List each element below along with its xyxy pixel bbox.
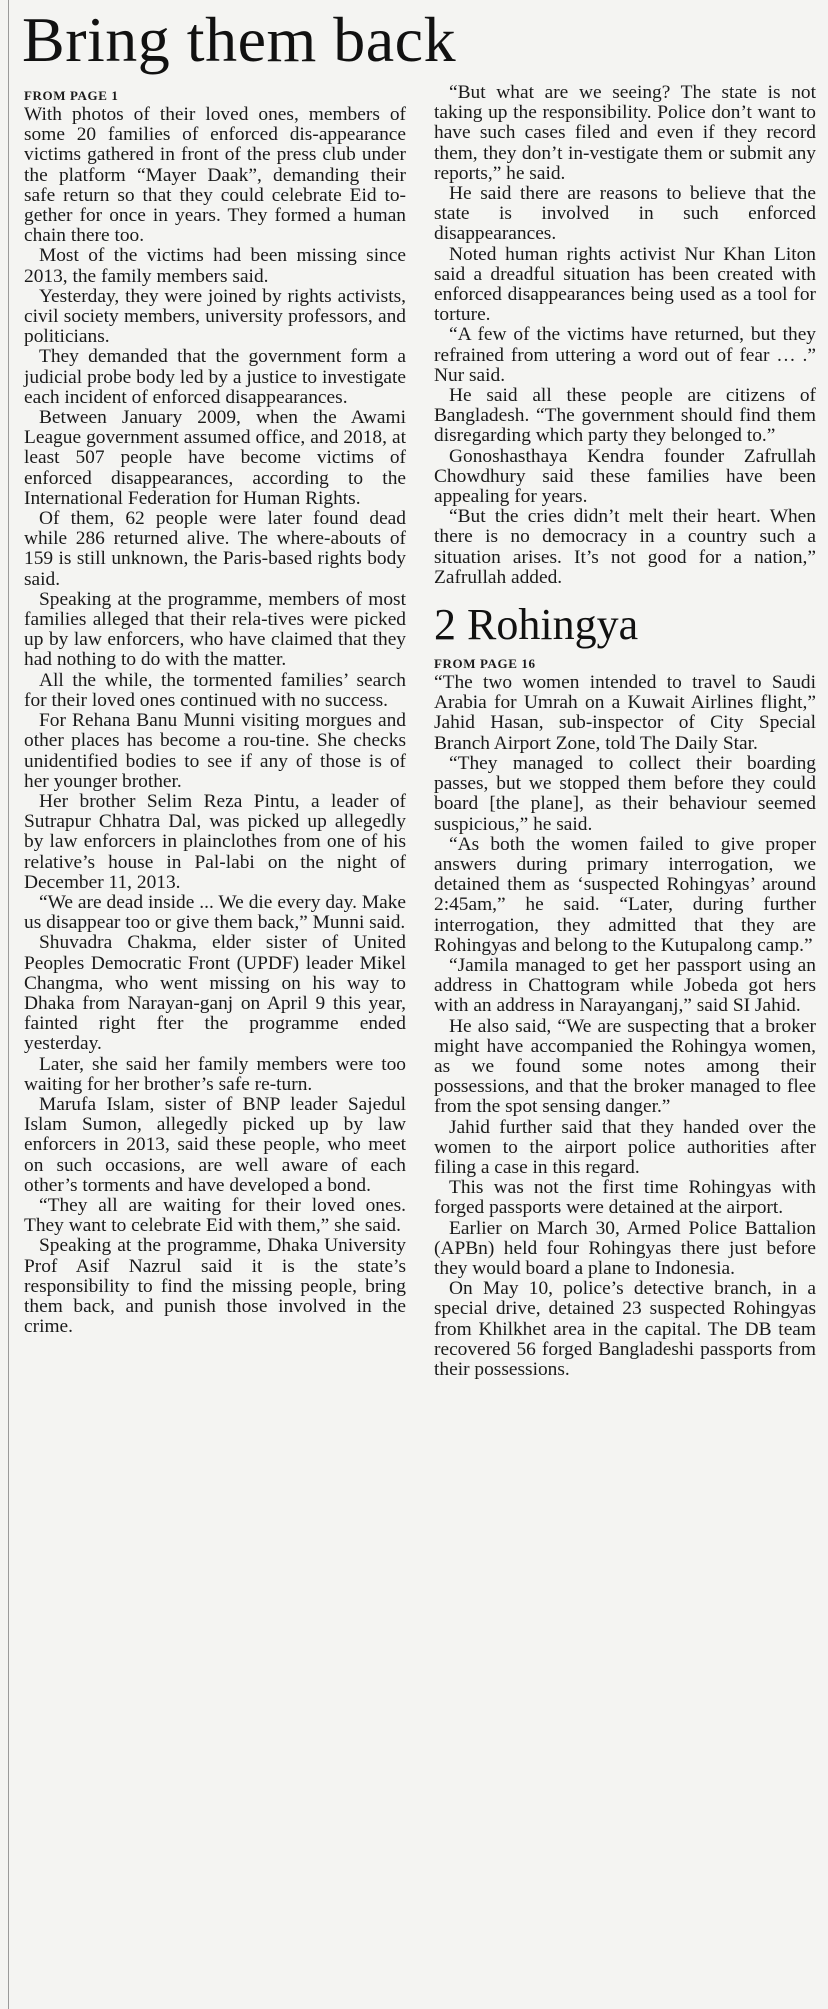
article-paragraph: On May 10, police’s detective branch, in a special drive, detained 23 suspected Rohingyas from Khilkhet area in the capital. The DB team recovered 56 forged Bangladeshi passports from their possessions. [434,1278,816,1380]
article-paragraph: He said there are reasons to believe that the state is involved in such enforced disappearances. [434,183,816,245]
article-paragraph: For Rehana Banu Munni visiting morgues and other places has become a rou-tine. She checks unidentified bodies to see if any of those is of her younger brother. [24,710,406,792]
article-paragraph: “But what are we seeing? The state is not taking up the responsibility. Police don’t want to have such cases filed and even if they record them, they don’t in-vestigate them or submit any reports,” he said. [434,82,816,184]
article-paragraph: Between January 2009, when the Awami League government assumed office, and 2018, at least 507 people have become victims of enforced disappearances, according to the International Federation for Human Rights. [24,407,406,509]
article-paragraph: “They all are waiting for their loved ones. They want to celebrate Eid with them,” she said. [24,1194,406,1237]
article-paragraph: All the while, the tormented families’ search for their loved ones continued with no success. [24,669,406,711]
column-rule [8,0,9,2009]
article-paragraph: Later, she said her family members were too waiting for her brother’s safe re-turn. [24,1053,406,1095]
article-paragraph: “A few of the victims have returned, but they refrained from uttering a word out of fear … .” Nur said. [434,324,816,386]
article-paragraph: Speaking at the programme, members of most families alleged that their rela-tives were picked up by law enforcers, who have claimed that they had nothing to do with the matter. [24,588,406,671]
article-paragraph: Her brother Selim Reza Pintu, a leader of Sutrapur Chhatra Dal, was picked up allegedly by law enforcers in plainclothes from one of his relative’s house in Pal-labi on the night of December 11, 2013. [24,790,406,893]
article-paragraph: “Jamila managed to get her passport using an address in Chattogram while Jobeda got hers with an address in Narayanganj,” said SI Jahid. [434,954,816,1017]
article-paragraph: Yesterday, they were joined by rights activists, civil society members, university professors, and politicians. [24,285,406,348]
article-paragraph: “We are dead inside ... We die every day. Make us disappear too or give them back,” Munni said. [24,891,406,934]
article-paragraph: Of them, 62 people were later found dead while 286 returned alive. The where-abouts of 159 is still unknown, the Paris-based rights body said. [24,508,406,590]
article-paragraph: He said all these people are citizens of Bangladesh. “The government should find them disregarding which party they belonged to.” [434,385,816,447]
article-paragraph: “But the cries didn’t melt their heart. When there is no democracy in a country such a situation arises. It’s not good for a nation,” Zafrullah added. [434,506,816,588]
article-paragraph: Speaking at the programme, Dhaka University Prof Asif Nazrul said it is the state’s responsibility to find the missing people, bring them back, and punish those involved in the crime. [24,1235,406,1338]
article-paragraph: Jahid further said that they handed over the women to the airport police authorities after filing a case in this regard. [434,1116,816,1178]
article-paragraph: “They managed to collect their boarding passes, but we stopped them before they could board [the plane], as their behaviour seemed suspicious,” he said. [434,752,816,835]
article-paragraph: Shuvadra Chakma, elder sister of United Peoples Democratic Front (UPDF) leader Mikel Changma, who went missing on his way to Dhaka from Narayan-ganj on April 9 this year, fainted right fter the programme ended yesterday. [24,932,406,1055]
article-paragraph: “The two women intended to travel to Saudi Arabia for Umrah on a Kuwait Airlines flight,” Jahid Hasan, sub-inspector of City Special Branch Airport Zone, told The Daily Star. [434,672,816,754]
article-paragraph: Marufa Islam, sister of BNP leader Sajedul Islam Sumon, allegedly picked up by law enforcers in 2013, said these people, who meet on such occasions, are well aware of each other’s torments and have developed a bond. [24,1093,406,1196]
article-paragraph: He also said, “We are suspecting that a broker might have accompanied the Rohingya women, as we found some notes among their possessions, and that the broker managed to flee from the spot sensing danger.” [434,1015,816,1118]
article-paragraph: “As both the women failed to give proper answers during primary interrogation, we detained them as ‘suspected Rohingyas’ around 2:45am,” he said. “Later, during further interrogation, they admitted that they are Rohingyas and belong to the Kutupalong camp.” [434,833,816,956]
article-paragraph: This was not the first time Rohingyas with forged passports were detained at the airport. [434,1177,816,1219]
article-paragraph: Earlier on March 30, Armed Police Battalion (APBn) held four Rohingyas there just before they would board a plane to Indonesia. [434,1217,816,1279]
headline-2-rohingya: 2 Rohingya [434,600,639,650]
article-column-left [24,88,406,1337]
dateline-from-page-1: FROM PAGE 1 [24,88,119,103]
article-column-right [434,83,816,1380]
article-paragraph: They demanded that the government form a judicial probe body led by a justice to investigate each incident of enforced disappearances. [24,346,406,408]
dateline-from-page-16: FROM PAGE 16 [434,656,536,672]
article-paragraph: Most of the victims had been missing since 2013, the family members said. [24,245,406,287]
article-paragraph: Noted human rights activist Nur Khan Liton said a dreadful situation has been created with enforced disappearances being used as a tool for torture. [434,243,816,326]
article-paragraph: Gonoshasthaya Kendra founder Zafrullah Chowdhury said these families have been appealing for years. [434,445,816,508]
article-paragraph: With photos of their loved ones, members of some 20 families of enforced dis-appearance victims gathered in front of the press club under the platform “Mayer Daak”, demanding their safe return so that they could celebrate Eid to-gether for once in years. They formed a human chain there too. [24,104,406,247]
headline-bring-them-back: Bring them back [22,4,457,75]
